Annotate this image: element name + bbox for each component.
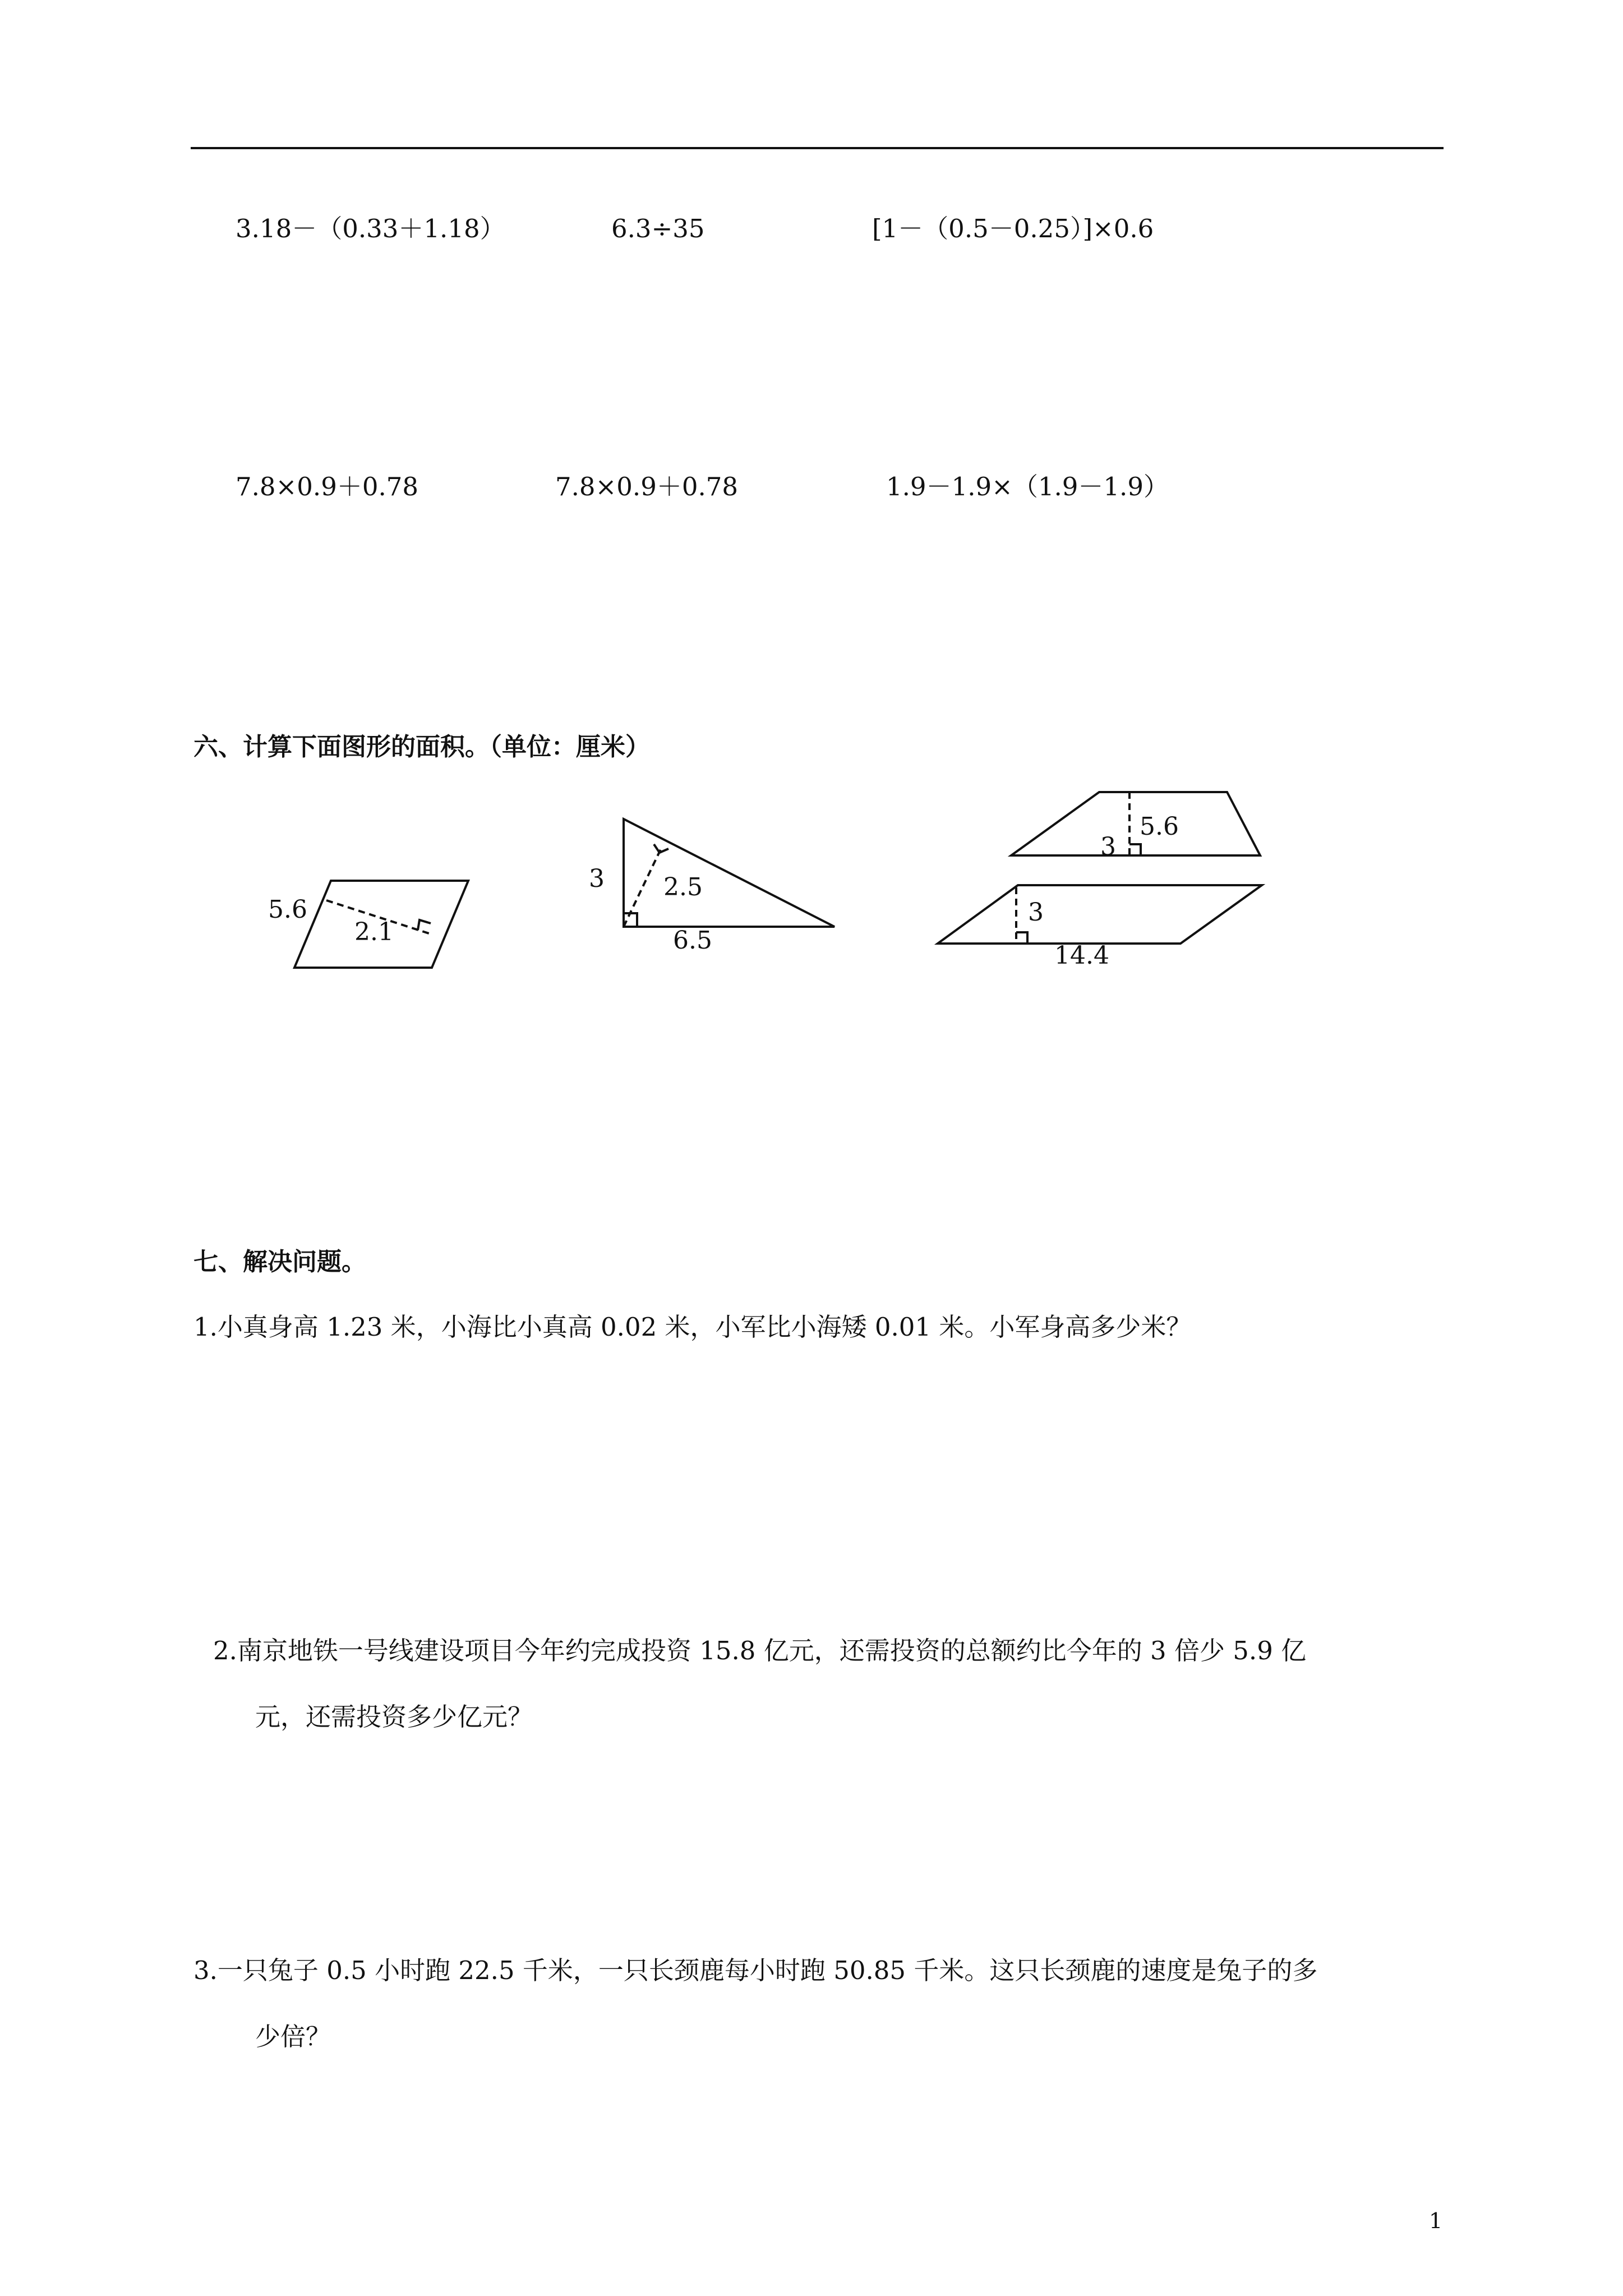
- expression-4: 7.8×0.9＋0.78: [236, 472, 419, 501]
- figure2-altitude-label: 2.5: [663, 873, 703, 901]
- figure3-height-label: 5.6: [1140, 812, 1179, 841]
- parallelogram-figure-2: [938, 885, 1262, 944]
- problem-2-line-2: 元，还需投资多少亿元？: [255, 1702, 533, 1732]
- expression-6: 1.9－1.9×（1.9－1.9）: [886, 472, 1169, 501]
- problem-1-line-1: 1.小真身高 1.23 米，小海比小真高 0.02 米，小军比小海矮 0.01 米。小军身高多少米？: [193, 1312, 1192, 1342]
- figure1-side-label: 5.6: [268, 895, 307, 924]
- figure2-leg-label: 3: [589, 864, 605, 893]
- figure1-height-label: 2.1: [354, 918, 394, 946]
- problem-3-line-2: 少倍？: [255, 2022, 331, 2051]
- page-number: 1: [1429, 2208, 1443, 2233]
- expression-1: 3.18－（0.33＋1.18）: [236, 214, 505, 243]
- problem-2-line-1: 2.南京地铁一号线建设项目今年约完成投资 15.8 亿元，还需投资的总额约比今年的 3 倍少 5.9 亿: [213, 1636, 1307, 1665]
- expression-2: 6.3÷35: [611, 214, 705, 243]
- problem-3-line-1: 3.一只兔子 0.5 小时跑 22.5 千米，一只长颈鹿每小时跑 50.85 千米。这只长颈鹿的速度是兔子的多: [193, 1955, 1318, 1985]
- figure4-height-label: 3: [1028, 898, 1044, 927]
- trapezoid-figure: [1011, 792, 1260, 855]
- expression-5: 7.8×0.9＋0.78: [555, 472, 739, 501]
- expression-3: [1－（0.5－0.25）]×0.6: [872, 214, 1154, 243]
- figure4-base-label: 14.4: [1054, 941, 1109, 970]
- figure3-top-label: 3: [1100, 832, 1116, 861]
- section-7-heading: 七、解决问题。: [193, 1248, 366, 1276]
- section-6-heading: 六、计算下面图形的面积。（单位：厘米）: [193, 733, 650, 761]
- figure2-base-label: 6.5: [673, 926, 712, 955]
- right-triangle-figure: [624, 819, 834, 927]
